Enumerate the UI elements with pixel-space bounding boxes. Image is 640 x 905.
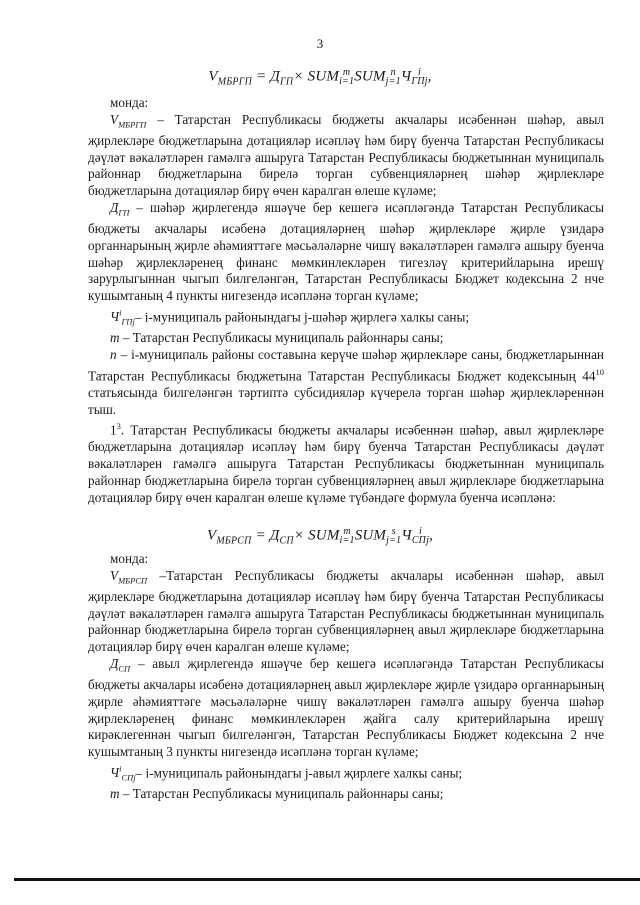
formula-rural-lhs: V (206, 527, 217, 544)
def-m (88, 330, 604, 347)
formula-urban-lhs: V (208, 68, 218, 85)
formula-urban-coef: Д (270, 68, 281, 85)
scan-bottom-edge (14, 878, 640, 881)
definition-text: – i-муниципаль районындагы j-шәһәр җирлегә халкы саны; (134, 309, 470, 325)
formula-urban (0, 68, 640, 87)
formula-rural-coef: Д (269, 527, 280, 544)
formula-urban-sum1-sub: i=1 (339, 76, 355, 87)
formula-urban-sum2-sub: j=1 (385, 76, 401, 87)
paragraph-text: . Татарстан Республикасы бюджеты акчалары исәбеннән шәһәр, авыл җирлекләре бюджетларына дотацияләр исәпләү һәм бирү буенча Татарстан Республикасы дәүләт вәкаләтләрен гамәлгә ашыруга Татарстан Республикасы бюджетыннан муниципаль районнар бюджетларына бирелә торган субвенцияләрнең авыл җирлекләре бюджетларына дотацияләр бирү өчен каралган өлеше күләме түбәндәге формула буенча исәпләнә: (88, 422, 604, 505)
formula-urban-sum1-sup: m (342, 67, 351, 78)
formula-urban-coef-sub: ГП (280, 76, 294, 88)
where-label: монда: (110, 551, 149, 566)
formula-urban-sum2: SUM (354, 68, 386, 85)
formula-rural-sum1-sub: i=1 (339, 535, 355, 546)
formula-urban-eq: = (252, 68, 271, 85)
formula-rural-sum2: SUM (354, 527, 387, 544)
formula-rural-lhs-sub: МБРСП (216, 535, 252, 547)
article-superscript: 10 (595, 366, 604, 377)
formula-urban-var: Ч (400, 68, 412, 85)
formula-urban-times: × (293, 68, 308, 85)
formula-rural (0, 527, 640, 546)
def-m (88, 786, 604, 803)
formula-rural-var-sub: СПj (411, 535, 430, 546)
formula-urban-sum2-sup: n (390, 67, 396, 78)
formula-rural-sum1-sup: m (343, 526, 351, 537)
definition-text: – Татарстан Республикасы муниципаль районнары саны; (119, 786, 444, 802)
def-v-mbrsp (88, 568, 604, 656)
definition-text: – i-муниципаль районы составына керүче шәһәр җирлекләре саны, бюджетларыннан Татарстан Республикасы бюджетына Татарстан Республикасы Бюджет кодексының 44 (88, 347, 604, 384)
formula-rural-var: Ч (401, 527, 412, 544)
definition-text: – авыл җирлегендә яшәүче бер кешегә исәпләгәндә Татарстан Республикасы бюджеты акчалары исәбенә дотацияләрнең авыл җирлекләре җирле үзидарә органнарының җирле әһәмияттәге мәсьәләләрне чишү вәкаләтләрен гамәлгә ашыру буенча шәһәр җирлекләренең финанс мөмкинлекләрен җайга салу критерийларына ирешү кирәклегеннән чыгып билгеләнгән, Татарстан Республикасы Бюджет кодексына 2 нче кушымтаның 3 пункты нигезендә исәпләнә торган күләме; (88, 655, 604, 760)
paragraph-number-sup: 3 (116, 421, 121, 432)
def-n (88, 347, 604, 418)
formula-rural-eq: = (251, 527, 270, 544)
def-ch-gp (88, 305, 604, 331)
formula-rural-var-sup: i (418, 526, 422, 537)
formula-rural-end: , (429, 527, 434, 544)
symbol: $Ч^i_{ГПj}$ (110, 307, 135, 327)
formula-urban-lhs-sub: МБРГП (217, 76, 253, 88)
symbol: $Д_{СП}$ (110, 655, 131, 674)
symbol: $V_{МБРГП}$ (110, 111, 147, 130)
section-urban-definitions (88, 95, 604, 506)
symbol: $Ч^i_{СПj}$ (110, 763, 136, 783)
symbol: $V_{МБРСП}$ (110, 567, 148, 586)
def-d-sp (88, 656, 604, 761)
definition-text: –Татарстан Республикасы бюджеты акчалары исәбеннән шәһәр, авыл җирлекләре бюджетларына дотацияләр исәпләү һәм бирү буенча Татарстан Республикасы дәүләт вәкаләтләрен гамәлгә ашыруга Татарстан Республикасы бюджетыннан муниципаль районнар бюджетларына бирелә торган субвенцияләрнең авыл җирлекләре бюджетларына дотацияләр бирү өчен каралган өлеше күләме; (88, 567, 604, 655)
paragraph-1-3 (88, 418, 604, 506)
definition-text: – Татарстан Республикасы бюджеты акчалары исәбеннән шәһәр, авыл җирлекләре бюджетларына дотацияләр исәпләү һәм бирү буенча Татарстан Республикасы дәүләт вәкаләтләрен гамәлгә ашыруга Татарстан Республикасы бюджетыннан муниципаль районнар бюджетларына бирелә торган субвенцияләрнең шәһәр җирлекләре бюджетларына дотацияләр бирү өчен каралган өлеше күләме; (88, 111, 604, 199)
page-number: 3 (316, 36, 324, 51)
symbol: m (110, 330, 120, 346)
formula-rural-sum1: SUM (308, 527, 340, 544)
formula-rural-times: × (293, 527, 309, 544)
formula-rural-coef-sub: СП (279, 535, 294, 547)
def-d-gp (88, 200, 604, 305)
formula-urban-var-sup: i (417, 67, 421, 78)
section-rural-definitions (88, 551, 604, 803)
symbol: n (110, 347, 117, 363)
def-v-mbrgp (88, 112, 604, 200)
definition-text: – Татарстан Республикасы муниципаль районнары саны; (119, 330, 444, 346)
formula-rural-sum2-sub: j=1 (386, 535, 402, 546)
def-ch-sp (88, 761, 604, 787)
symbol: m (110, 786, 120, 802)
where-label: монда: (110, 95, 149, 110)
formula-urban-var-sub: ГПj (411, 76, 428, 87)
formula-urban-end: , (427, 68, 432, 85)
definition-text: – i-муниципаль районындагы j-авыл җирлеге халкы саны; (135, 765, 463, 781)
definition-text-cont: статьясында билгеләнгән тәртиптә субсидияләр күчерелә торган шәһәр җирлекләреннән тыш. (88, 384, 604, 417)
paragraph-number: 1 (110, 422, 117, 438)
formula-urban-sum1: SUM (307, 68, 340, 85)
formula-rural-sum2-sup: s (391, 526, 396, 537)
symbol: $Д_{ГП}$ (110, 199, 130, 218)
definition-text: – шәһәр җирлегендә яшәүче бер кешегә исәпләгәндә Татарстан Республикасы бюджеты акчалары исәбенә дотацияләрнең шәһәр җирлекләре җирле үзидарә органнарының җирле әһәмияттәге мәсьәләләрне чишү вәкаләтләрен гамәлгә ашыру буенча шәһәр җирлекләренең финанс мөмкинлекләрен тигезләү критерийларына ирешү зарурлыгыннан чыгып билгеләнгән, Татарстан Республикасы Бюджет кодексына 2 нче кушымтаның 4 пункты нигезендә исәпләнә торган күләме; (88, 199, 604, 304)
